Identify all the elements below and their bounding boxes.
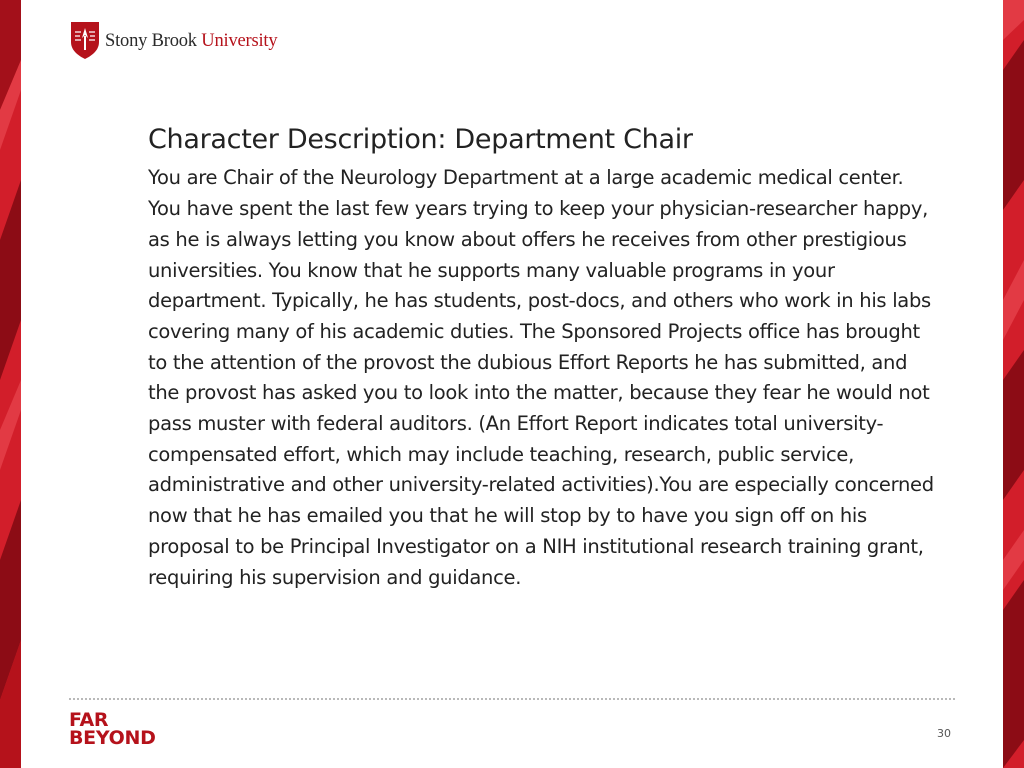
tagline-line-1: FAR <box>69 709 109 731</box>
footer-divider <box>69 698 955 700</box>
logo-wordmark <box>105 31 277 52</box>
right-decorative-band <box>1003 0 1024 768</box>
left-decorative-band <box>0 0 21 768</box>
page-number: 30 <box>937 727 951 740</box>
slide-content <box>148 124 938 593</box>
logo-text-primary: Stony Brook <box>105 30 197 51</box>
stony-brook-logo <box>69 20 277 60</box>
logo-text-secondary: University <box>201 30 278 51</box>
stony-brook-shield-icon <box>69 20 101 60</box>
slide-title: Character Description: Department Chair <box>148 124 693 155</box>
tagline-line-2: BEYOND <box>69 727 156 749</box>
slide-body-text: You are Chair of the Neurology Department at a large academic medical center. You have spent the last few years trying to keep your physician-researcher happy, as he is always letting you know about offers he receives from other prestigious universities. You know that he supports many valuable programs in your department. Typically, he has students, post-docs, and others who work in his labs covering many of his academic duties. The Sponsored Projects office has brought to the attention of the provost the dubious Effort Reports he has submitted, and the provost has asked you to look into the matter, because they fear he would not pass muster with federal auditors. (An Effort Report indicates total university-compensated effort, which may include teaching, research, public service, administrative and other university-related activities).You are especially concerned now that he has emailed you that he will stop by to have you sign off on his proposal to be Principal Investigator on a NIH institutional research training grant, requiring his supervision and guidance. <box>148 166 934 589</box>
far-beyond-logo <box>69 711 156 747</box>
